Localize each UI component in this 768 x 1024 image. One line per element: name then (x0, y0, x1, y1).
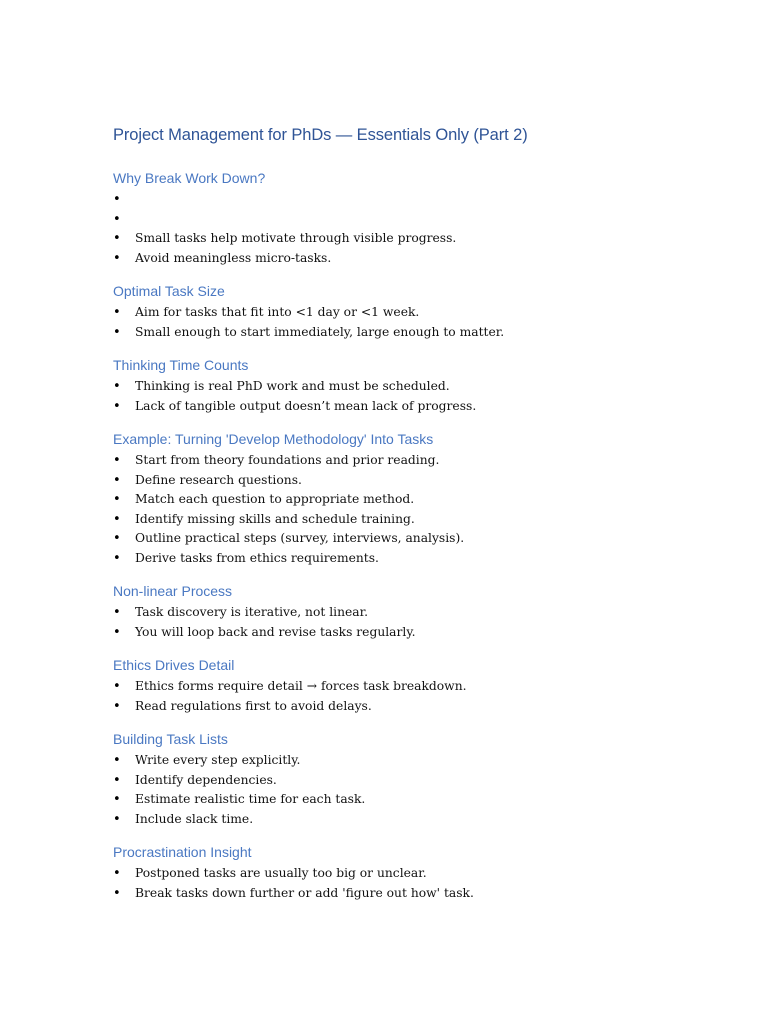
bullet-list (113, 603, 733, 642)
bullet-icon: • (113, 250, 121, 266)
bullet-item (113, 397, 733, 417)
bullet-item (113, 697, 733, 717)
bullet-text: Ethics forms require detail → forces task breakdown. (135, 679, 467, 693)
section-heading: Ethics Drives Detail (113, 657, 235, 673)
bullet-icon: • (113, 211, 121, 227)
bullet-list (113, 377, 733, 416)
bullet-item (113, 677, 733, 697)
bullet-list (113, 451, 733, 568)
bullet-icon: • (113, 531, 121, 546)
bullet-text: Include slack time. (135, 811, 254, 826)
bullet-list (113, 677, 733, 716)
document-section (113, 654, 733, 716)
bullet-icon: • (113, 231, 121, 246)
bullet-text: Postponed tasks are usually too big or unclear. (135, 866, 427, 880)
bullet-item (113, 323, 733, 343)
bullet-text: Aim for tasks that fit into <1 day or <1 week. (135, 305, 420, 319)
bullet-icon: • (113, 866, 121, 881)
document-body (113, 167, 733, 903)
bullet-text: Small tasks help motivate through visible progress. (135, 231, 457, 245)
bullet-icon: • (113, 772, 121, 788)
section-heading: Optimal Task Size (113, 283, 225, 299)
bullet-item (113, 790, 733, 810)
document-section (113, 428, 733, 568)
bullet-icon: • (113, 453, 121, 468)
document-section (113, 167, 733, 268)
document-section (113, 580, 733, 642)
bullet-text: Identify dependencies. (135, 772, 277, 787)
bullet-item (113, 490, 733, 510)
bullet-icon: • (113, 679, 121, 694)
bullet-icon: • (113, 811, 121, 827)
bullet-icon: • (113, 753, 121, 768)
bullet-text: Break tasks down further or add 'figure out how' task. (135, 885, 474, 900)
bullet-item (113, 451, 733, 471)
bullet-icon: • (113, 792, 121, 807)
bullet-item (113, 377, 733, 397)
document-title: Project Management for PhDs — Essentials Only (Part 2) (113, 126, 528, 144)
section-heading: Why Break Work Down? (113, 170, 266, 186)
bullet-text: You will loop back and revise tasks regularly. (135, 624, 416, 639)
bullet-text: Identify missing skills and schedule training. (135, 511, 415, 526)
bullet-item (113, 603, 733, 623)
section-heading: Non-linear Process (113, 583, 233, 599)
bullet-icon: • (113, 885, 121, 901)
document-page (113, 120, 733, 915)
bullet-item (113, 864, 733, 884)
bullet-icon: • (113, 698, 121, 714)
bullet-item (113, 623, 733, 643)
bullet-text: Read regulations first to avoid delays. (135, 698, 372, 713)
bullet-icon: • (113, 624, 121, 640)
bullet-icon: • (113, 492, 121, 507)
section-heading: Example: Turning 'Develop Methodology' Into Tasks (113, 431, 434, 447)
bullet-text: Thinking is real PhD work and must be scheduled. (135, 379, 450, 393)
bullet-text: Write every step explicitly. (135, 753, 301, 767)
bullet-text: Lack of tangible output doesn’t mean lack of progress. (135, 398, 477, 413)
bullet-text: Outline practical steps (survey, interviews, analysis). (135, 531, 465, 545)
bullet-text: Small enough to start immediately, large enough to matter. (135, 324, 505, 339)
document-section (113, 841, 733, 903)
bullet-text: Define research questions. (135, 472, 302, 487)
bullet-list (113, 190, 733, 268)
bullet-item (113, 751, 733, 771)
bullet-item (113, 810, 733, 830)
bullet-icon: • (113, 605, 121, 620)
bullet-text: Task discovery is iterative, not linear. (135, 605, 369, 619)
bullet-icon: • (113, 472, 121, 488)
bullet-text: Estimate realistic time for each task. (135, 792, 366, 806)
document-section (113, 354, 733, 416)
section-heading: Thinking Time Counts (113, 357, 249, 373)
bullet-icon: • (113, 192, 121, 207)
bullet-item (113, 190, 733, 210)
bullet-text: Start from theory foundations and prior reading. (135, 453, 440, 467)
bullet-list (113, 303, 733, 342)
bullet-icon: • (113, 511, 121, 527)
bullet-item (113, 771, 733, 791)
bullet-icon: • (113, 305, 121, 320)
bullet-icon: • (113, 550, 121, 566)
bullet-item (113, 210, 733, 230)
bullet-icon: • (113, 398, 121, 414)
bullet-item (113, 471, 733, 491)
bullet-item (113, 549, 733, 569)
bullet-list (113, 751, 733, 829)
document-section (113, 280, 733, 342)
bullet-icon: • (113, 379, 121, 394)
bullet-item (113, 510, 733, 530)
bullet-item (113, 249, 733, 269)
document-section (113, 728, 733, 829)
bullet-item (113, 884, 733, 904)
bullet-list (113, 864, 733, 903)
bullet-item (113, 303, 733, 323)
bullet-item (113, 529, 733, 549)
bullet-text: Match each question to appropriate method. (135, 492, 415, 506)
bullet-text: Avoid meaningless micro-tasks. (135, 250, 332, 265)
section-heading: Building Task Lists (113, 731, 228, 747)
bullet-icon: • (113, 324, 121, 340)
bullet-item (113, 229, 733, 249)
bullet-text: Derive tasks from ethics requirements. (135, 550, 379, 565)
section-heading: Procrastination Insight (113, 844, 252, 860)
